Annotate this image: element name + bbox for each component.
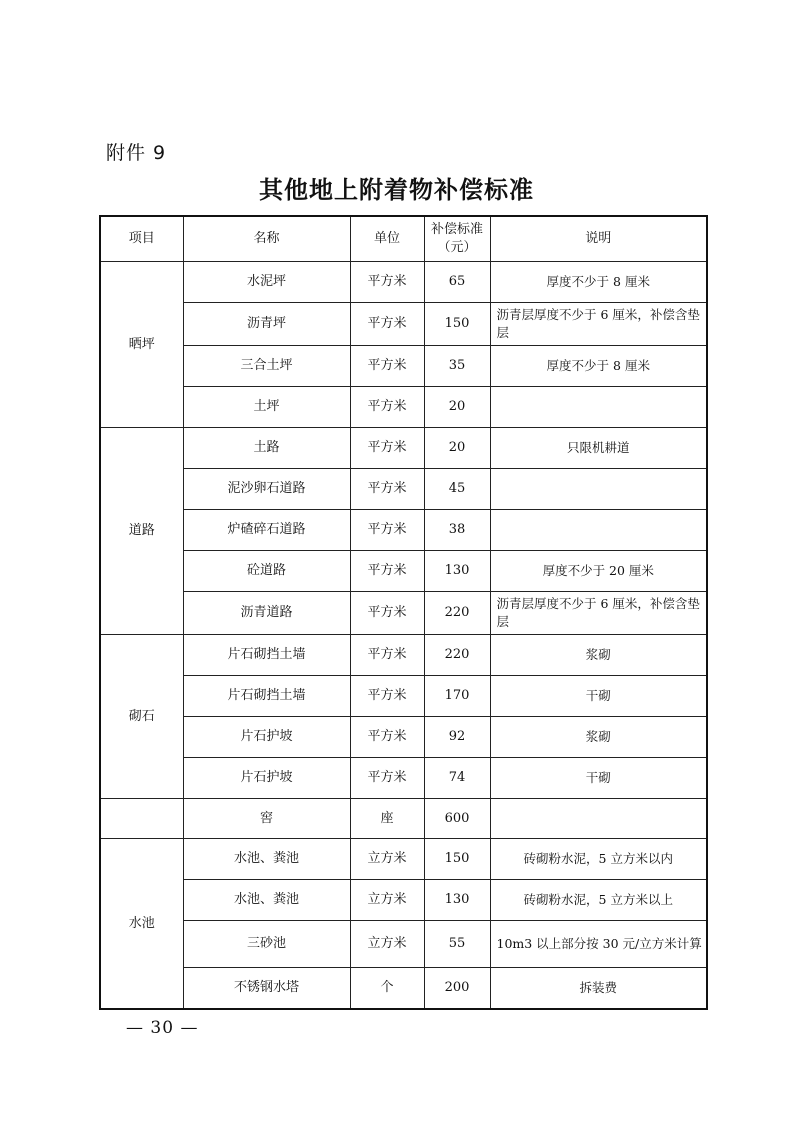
unit-cell: 座 [350,799,424,839]
unit-cell: 平方米 [350,387,424,428]
table-row [100,428,707,469]
unit-cell: 平方米 [350,469,424,510]
note-cell: 干砌 [490,676,707,717]
price-cell: 65 [424,262,490,303]
note-cell: 浆砌 [490,635,707,676]
unit-cell: 平方米 [350,592,424,635]
unit-cell: 立方米 [350,880,424,921]
note-cell [490,799,707,839]
name-cell: 片石砌挡土墙 [183,676,350,717]
table-row [100,758,707,799]
note-cell: 厚度不少于 8 厘米 [490,262,707,303]
price-cell: 92 [424,717,490,758]
name-cell: 片石护坡 [183,758,350,799]
table-row [100,592,707,635]
category-cell: 道路 [100,428,183,635]
table-row [100,880,707,921]
table-row [100,303,707,346]
note-cell: 沥青层厚度不少于 6 厘米，补偿含垫层 [490,303,707,346]
note-cell [490,510,707,551]
table-row [100,676,707,717]
table-header-row [100,216,707,262]
price-cell: 170 [424,676,490,717]
table-row [100,968,707,1010]
unit-cell: 平方米 [350,758,424,799]
note-cell: 10m3 以上部分按 30 元/立方米计算 [490,921,707,968]
compensation-table [99,215,708,1010]
table-row [100,346,707,387]
table-row [100,551,707,592]
note-cell: 拆装费 [490,968,707,1010]
price-cell: 38 [424,510,490,551]
note-cell: 沥青层厚度不少于 6 厘米，补偿含垫层 [490,592,707,635]
price-cell: 220 [424,635,490,676]
unit-cell: 平方米 [350,635,424,676]
price-cell: 55 [424,921,490,968]
unit-cell: 立方米 [350,839,424,880]
unit-cell: 平方米 [350,303,424,346]
table-body [100,262,707,1010]
name-cell: 土路 [183,428,350,469]
price-cell: 150 [424,303,490,346]
note-cell: 干砌 [490,758,707,799]
price-cell: 130 [424,880,490,921]
column-header-note: 说明 [490,216,707,262]
price-cell: 74 [424,758,490,799]
name-cell: 泥沙卵石道路 [183,469,350,510]
note-cell: 浆砌 [490,717,707,758]
unit-cell: 平方米 [350,428,424,469]
column-header-unit: 单位 [350,216,424,262]
column-header-name: 名称 [183,216,350,262]
name-cell: 水池、粪池 [183,839,350,880]
price-cell: 20 [424,387,490,428]
table-row [100,717,707,758]
note-cell: 厚度不少于 8 厘米 [490,346,707,387]
unit-cell: 个 [350,968,424,1010]
name-cell: 窖 [183,799,350,839]
name-cell: 土坪 [183,387,350,428]
price-cell: 130 [424,551,490,592]
column-header-price: 补偿标准（元） [424,216,490,262]
table-row [100,921,707,968]
unit-cell: 平方米 [350,551,424,592]
price-cell: 600 [424,799,490,839]
unit-cell: 平方米 [350,717,424,758]
name-cell: 片石护坡 [183,717,350,758]
page-number: — 30 — [126,1018,199,1038]
category-cell: 砌石 [100,635,183,799]
note-cell: 厚度不少于 20 厘米 [490,551,707,592]
unit-cell: 平方米 [350,262,424,303]
note-cell: 砖砌粉水泥，5 立方米以上 [490,880,707,921]
category-cell [100,799,183,839]
name-cell: 沥青道路 [183,592,350,635]
note-cell: 只限机耕道 [490,428,707,469]
note-cell [490,469,707,510]
table-row [100,839,707,880]
table-row [100,262,707,303]
name-cell: 不锈钢水塔 [183,968,350,1010]
attachment-label: 附件 9 [106,142,167,164]
price-cell: 45 [424,469,490,510]
name-cell: 三砂池 [183,921,350,968]
price-cell: 220 [424,592,490,635]
name-cell: 沥青坪 [183,303,350,346]
note-cell [490,387,707,428]
document-title: 其他地上附着物补偿标准 [259,176,534,204]
unit-cell: 平方米 [350,510,424,551]
column-header-item: 项目 [100,216,183,262]
name-cell: 片石砌挡土墙 [183,635,350,676]
table-row [100,799,707,839]
table-row [100,387,707,428]
name-cell: 砼道路 [183,551,350,592]
table-row [100,635,707,676]
note-cell: 砖砌粉水泥，5 立方米以内 [490,839,707,880]
price-cell: 200 [424,968,490,1010]
price-cell: 35 [424,346,490,387]
price-cell: 20 [424,428,490,469]
name-cell: 三合土坪 [183,346,350,387]
unit-cell: 平方米 [350,676,424,717]
name-cell: 水池、粪池 [183,880,350,921]
table-row [100,510,707,551]
category-cell: 水池 [100,839,183,1010]
category-cell: 晒坪 [100,262,183,428]
unit-cell: 立方米 [350,921,424,968]
name-cell: 炉碴碎石道路 [183,510,350,551]
price-cell: 150 [424,839,490,880]
unit-cell: 平方米 [350,346,424,387]
name-cell: 水泥坪 [183,262,350,303]
table-row [100,469,707,510]
